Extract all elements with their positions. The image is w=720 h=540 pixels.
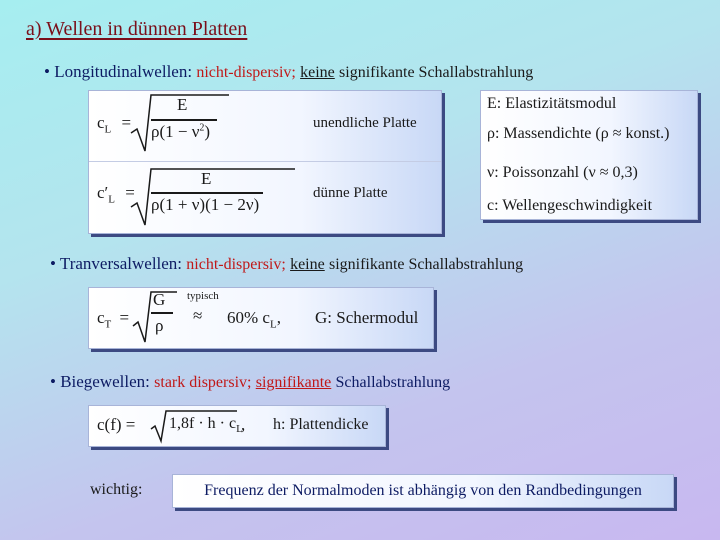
approx-sign: ≈ [193,306,203,325]
page-title: a) Wellen in dünnen Platten [26,18,248,40]
eq2-numerator: E [201,169,212,188]
eq2-lhs: $c'_L$ = [97,183,135,206]
bullet-bending [50,372,450,392]
bullet-dot: • [50,254,56,273]
transversal-keine: keine [290,256,325,273]
schermodul-label: G: Schermodul [315,308,419,327]
bending-equation-box [88,405,386,447]
plattendicke-label: h: Plattendicke [273,416,369,433]
label-duenne-platte: dünne Platte [313,185,388,201]
eq1-numerator: E [177,95,188,114]
legend-nu: ν: Poissonzahl (ν ≈ 0,3) [487,164,638,181]
symbol-legend-box [480,90,698,220]
eq1-fraction-line [151,119,217,121]
bending-name: Biegewellen: [60,372,150,391]
bend-radicand: $1,8f \cdot h \cdot c_L$ [169,415,243,436]
bending-signifikante: signifikante [255,374,332,391]
eq2-fraction-line [151,192,263,194]
bullet-transversal [50,254,523,274]
transversal-rest: signifikante Schallabstrahlung [328,256,524,273]
bending-rest: Schallabstrahlung [335,374,451,391]
longitudinal-property: nicht-dispersiv; [196,64,296,81]
wichtig-label: wichtig: [90,481,143,498]
normalmoden-note: Frequenz der Normalmoden ist abhängig von den Randbedingungen [172,474,674,508]
label-unendliche-platte: unendliche Platte [313,115,417,131]
trans-value: 60% $c_L$, [227,308,281,331]
transversal-equation-box [88,287,434,349]
trans-fraction-line [151,312,173,314]
legend-rho: ρ: Massendichte (ρ ≈ konst.) [487,125,670,142]
legend-e: E: Elastizitätsmodul [487,95,617,112]
longitudinal-equation-box [88,90,442,234]
longitudinal-keine: keine [300,64,335,81]
bullet-longitudinal [44,62,533,82]
transversal-property: nicht-dispersiv; [186,256,286,273]
legend-c: c: Wellengeschwindigkeit [487,197,653,214]
trans-lhs: $c_T$ = [97,308,130,331]
bend-lhs: c(f) = [97,415,136,434]
bullet-dot: • [44,62,50,81]
bend-comma: , [241,415,246,434]
eq2-denominator: ρ(1 + ν)(1 − 2ν) [151,195,260,214]
longitudinal-name: Longitudinalwellen: [54,62,193,81]
box-divider [89,161,441,162]
bullet-dot: • [50,372,56,391]
eq1-denominator: $\rho(1 - \nu^2)$ [151,122,211,141]
typisch-label: typisch [187,290,219,302]
longitudinal-rest: signifikante Schallabstrahlung [339,64,534,81]
bending-property: stark dispersiv; [154,374,252,391]
trans-numerator: G [153,290,166,309]
transversal-name: Tranversalwellen: [59,254,183,273]
trans-denominator: ρ [155,316,164,335]
eq1-lhs: $c_L$ = [97,113,132,136]
